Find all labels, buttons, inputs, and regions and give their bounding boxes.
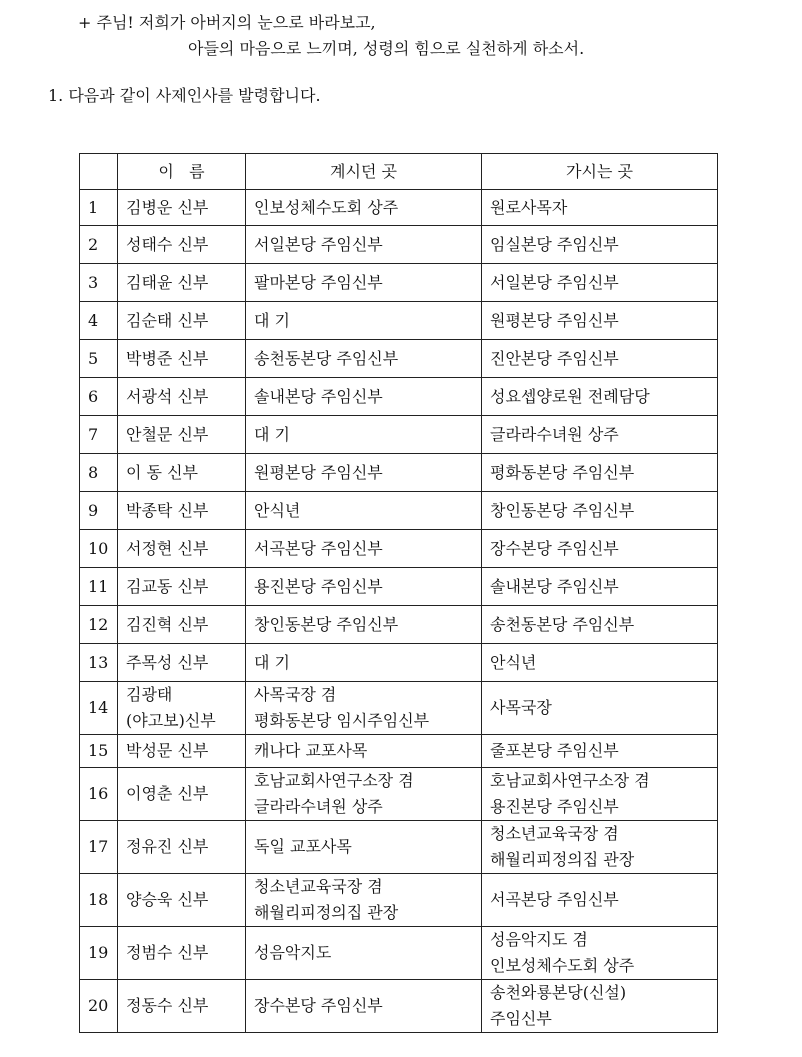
new-post (482, 530, 718, 568)
priest-name-line: 김순태 신부 (126, 310, 209, 330)
priest-name-line: 정유진 신부 (126, 837, 209, 856)
table-row (80, 454, 718, 492)
priest-name (118, 821, 246, 874)
previous-post-line: 해월리피정의집 관장 (254, 903, 399, 922)
prayer-line-1: + 주님! 저희가 아버지의 눈으로 바라보고, (78, 13, 376, 32)
previous-post (246, 644, 482, 682)
new-post-line: 청소년교육국장 겸 (490, 824, 619, 843)
priest-name (118, 980, 246, 1033)
priest-name-line: 서광석 신부 (126, 386, 209, 406)
priest-name-line: 김진혁 신부 (126, 614, 209, 634)
new-post-line: 장수본당 주임신부 (490, 538, 619, 558)
table-row (80, 530, 718, 568)
priest-name-line: 박성문 신부 (126, 741, 209, 760)
priest-name-line: 정동수 신부 (126, 996, 209, 1015)
row-number: 6 (80, 378, 118, 416)
priest-name (118, 492, 246, 530)
previous-post (246, 927, 482, 980)
row-number: 13 (80, 644, 118, 682)
previous-post-line: 서일본당 주임신부 (254, 234, 383, 254)
row-number: 12 (80, 606, 118, 644)
new-post-line: 글라라수녀원 상주 (490, 424, 619, 444)
previous-post (246, 226, 482, 264)
previous-post-line: 대 기 (254, 652, 290, 672)
previous-post-line: 호남교회사연구소장 겸 (254, 771, 414, 790)
priest-assignment-table (79, 153, 718, 1033)
new-post-line: 줄포본당 주임신부 (490, 741, 619, 760)
row-number: 18 (80, 874, 118, 927)
row-number: 20 (80, 980, 118, 1033)
table-row (80, 927, 718, 980)
previous-post-line: 청소년교육국장 겸 (254, 877, 383, 896)
previous-post-line: 인보성체수도회 상주 (254, 197, 399, 217)
table-row (80, 821, 718, 874)
priest-name-line: 김태윤 신부 (126, 272, 209, 292)
row-number: 11 (80, 568, 118, 606)
priest-name-line: 박종탁 신부 (126, 500, 209, 520)
header-new-post: 가시는 곳 (482, 154, 718, 190)
priest-name (118, 264, 246, 302)
table-row (80, 568, 718, 606)
table-row (80, 492, 718, 530)
previous-post (246, 768, 482, 821)
priest-name (118, 644, 246, 682)
previous-post-line: 안식년 (254, 500, 301, 520)
previous-post (246, 264, 482, 302)
previous-post (246, 606, 482, 644)
prayer-text (78, 10, 584, 62)
table-row (80, 874, 718, 927)
previous-post (246, 735, 482, 768)
new-post (482, 492, 718, 530)
previous-post (246, 492, 482, 530)
new-post (482, 454, 718, 492)
new-post (482, 302, 718, 340)
priest-name-line: 안철문 신부 (126, 424, 209, 444)
previous-post-line: 대 기 (254, 310, 290, 330)
new-post-line: 해월리피정의집 관장 (490, 850, 635, 869)
new-post-line: 주임신부 (490, 1009, 552, 1028)
priest-name-line: 박병준 신부 (126, 348, 209, 368)
previous-post (246, 190, 482, 226)
table-row (80, 735, 718, 768)
previous-post-line: 성음악지도 (254, 943, 332, 962)
previous-post-line: 팔마본당 주임신부 (254, 272, 383, 292)
previous-post-line: 사목국장 겸 (254, 685, 337, 704)
priest-name (118, 416, 246, 454)
previous-post (246, 302, 482, 340)
new-post-line: 원로사목자 (490, 197, 568, 217)
priest-name (118, 735, 246, 768)
previous-post (246, 980, 482, 1033)
new-post (482, 980, 718, 1033)
new-post-line: 송천동본당 주임신부 (490, 614, 635, 634)
previous-post (246, 378, 482, 416)
new-post (482, 644, 718, 682)
previous-post-line: 글라라수녀원 상주 (254, 797, 383, 816)
priest-name (118, 606, 246, 644)
table-row (80, 226, 718, 264)
new-post-line: 진안본당 주임신부 (490, 348, 619, 368)
new-post-line: 호남교회사연구소장 겸 (490, 771, 650, 790)
table-row (80, 644, 718, 682)
row-number: 14 (80, 682, 118, 735)
new-post-line: 임실본당 주임신부 (490, 234, 619, 254)
previous-post-line: 캐나다 교포사목 (254, 741, 368, 760)
priest-name-line: (야고보)신부 (126, 711, 216, 730)
header-number (80, 154, 118, 190)
previous-post-line: 서곡본당 주임신부 (254, 538, 383, 558)
new-post (482, 416, 718, 454)
priest-name-line: 성태수 신부 (126, 234, 209, 254)
previous-post-line: 평화동본당 임시주임신부 (254, 711, 430, 730)
previous-post-line: 원평본당 주임신부 (254, 462, 383, 482)
new-post (482, 340, 718, 378)
table-row (80, 340, 718, 378)
priest-name-line: 주목성 신부 (126, 652, 209, 672)
row-number: 8 (80, 454, 118, 492)
new-post (482, 606, 718, 644)
previous-post-line: 솔내본당 주임신부 (254, 386, 383, 406)
row-number: 1 (80, 190, 118, 226)
previous-post (246, 568, 482, 606)
new-post (482, 264, 718, 302)
priest-name (118, 530, 246, 568)
priest-name-line: 김병운 신부 (126, 197, 209, 217)
priest-name-line: 이영춘 신부 (126, 784, 209, 803)
new-post-line: 안식년 (490, 652, 537, 672)
priest-name-line: 김교동 신부 (126, 576, 209, 596)
header-name: 이 름 (118, 154, 246, 190)
new-post (482, 768, 718, 821)
new-post (482, 378, 718, 416)
previous-post (246, 682, 482, 735)
table-header-row (80, 154, 718, 190)
announcement-heading: 1. 다음과 같이 사제인사를 발령합니다. (48, 86, 321, 105)
table-row (80, 190, 718, 226)
previous-post (246, 874, 482, 927)
new-post-line: 평화동본당 주임신부 (490, 462, 635, 482)
priest-name-line: 양승욱 신부 (126, 890, 209, 909)
new-post (482, 568, 718, 606)
new-post-line: 성음악지도 겸 (490, 930, 588, 949)
priest-name (118, 454, 246, 492)
new-post-line: 솔내본당 주임신부 (490, 576, 619, 596)
priest-name (118, 682, 246, 735)
priest-name (118, 568, 246, 606)
previous-post (246, 454, 482, 492)
new-post (482, 226, 718, 264)
table-row (80, 378, 718, 416)
header-previous-post: 계시던 곳 (246, 154, 482, 190)
table-row (80, 768, 718, 821)
new-post-line: 사목국장 (490, 698, 552, 717)
row-number: 15 (80, 735, 118, 768)
row-number: 2 (80, 226, 118, 264)
previous-post (246, 416, 482, 454)
previous-post-line: 송천동본당 주임신부 (254, 348, 399, 368)
priest-name (118, 190, 246, 226)
row-number: 4 (80, 302, 118, 340)
new-post (482, 874, 718, 927)
previous-post (246, 340, 482, 378)
priest-name-line: 서정현 신부 (126, 538, 209, 558)
priest-name-line: 이 동 신부 (126, 462, 198, 482)
table-row (80, 302, 718, 340)
new-post (482, 682, 718, 735)
new-post-line: 창인동본당 주임신부 (490, 500, 635, 520)
priest-name (118, 874, 246, 927)
previous-post-line: 장수본당 주임신부 (254, 996, 383, 1015)
priest-name (118, 340, 246, 378)
table-row (80, 606, 718, 644)
row-number: 3 (80, 264, 118, 302)
priest-name (118, 378, 246, 416)
new-post-line: 성요셉양로원 전례담당 (490, 386, 650, 406)
priest-name (118, 226, 246, 264)
table-row (80, 264, 718, 302)
new-post-line: 인보성체수도회 상주 (490, 956, 635, 975)
new-post-line: 용진본당 주임신부 (490, 797, 619, 816)
priest-name (118, 302, 246, 340)
new-post-line: 원평본당 주임신부 (490, 310, 619, 330)
previous-post-line: 대 기 (254, 424, 290, 444)
row-number: 7 (80, 416, 118, 454)
priest-name (118, 768, 246, 821)
new-post (482, 190, 718, 226)
row-number: 19 (80, 927, 118, 980)
previous-post-line: 독일 교포사목 (254, 837, 352, 856)
previous-post (246, 821, 482, 874)
previous-post-line: 용진본당 주임신부 (254, 576, 383, 596)
table-row (80, 416, 718, 454)
previous-post (246, 530, 482, 568)
previous-post-line: 창인동본당 주임신부 (254, 614, 399, 634)
priest-name-line: 정범수 신부 (126, 943, 209, 962)
table-row (80, 980, 718, 1033)
priest-name-line: 김광태 (126, 685, 173, 704)
row-number: 10 (80, 530, 118, 568)
new-post-line: 서일본당 주임신부 (490, 272, 619, 292)
row-number: 16 (80, 768, 118, 821)
row-number: 17 (80, 821, 118, 874)
new-post-line: 서곡본당 주임신부 (490, 890, 619, 909)
row-number: 5 (80, 340, 118, 378)
new-post (482, 821, 718, 874)
new-post-line: 송천와룡본당(신설) (490, 983, 627, 1002)
prayer-line-2: 아들의 마음으로 느끼며, 성령의 힘으로 실천하게 하소서. (188, 39, 585, 58)
table-row (80, 682, 718, 735)
row-number: 9 (80, 492, 118, 530)
new-post (482, 735, 718, 768)
priest-name (118, 927, 246, 980)
new-post (482, 927, 718, 980)
